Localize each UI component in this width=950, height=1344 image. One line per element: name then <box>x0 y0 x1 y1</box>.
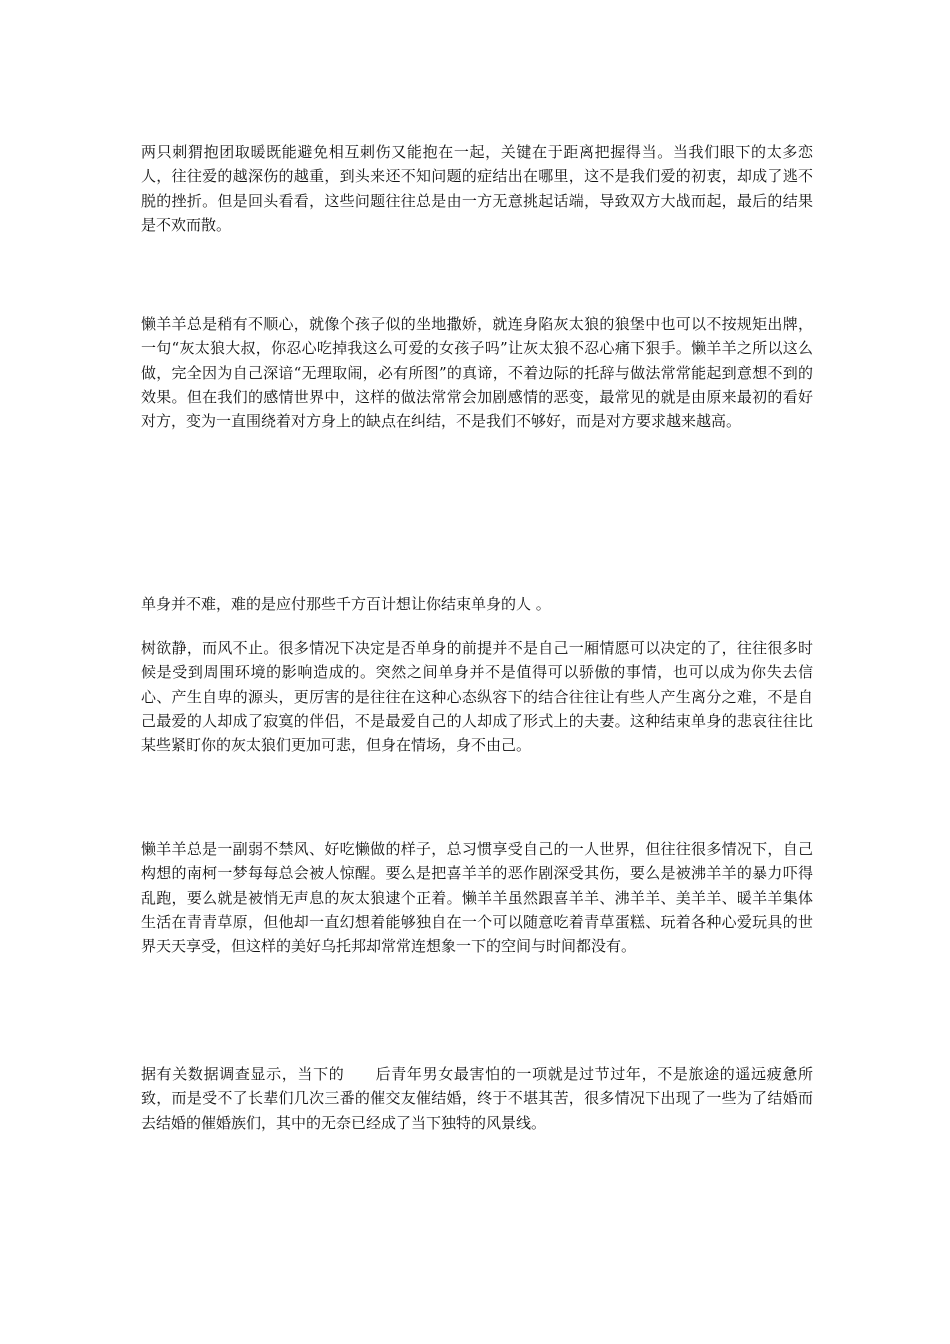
paragraph-tree-wind: 树欲静，而风不止。很多情况下决定是否单身的前提并不是自己一厢情愿可以决定的了，往往很多时候是受到周围环境的影响造成的。突然之间单身并不是值得可以骄傲的事情，也可以成为你失去信心、产生自卑的源头，更厉害的是往往在这种心态纵容下的结合往往让有些人产生离分之难，不是自己最爱的人却成了寂寞的伴侣，不是最爱自己的人却成了形式上的夫妻。这种结束单身的悲哀往往比某些紧盯你的灰太狼们更加可悲，但身在情场，身不由己。 <box>141 639 813 755</box>
paragraph-survey: 据有关数据调查显示，当下的 后青年男女最害怕的一项就是过节过年，不是旅途的遥远疲惫所致，而是受不了长辈们几次三番的催交友催结婚，终于不堪其苦，很多情况下出现了一些为了结婚而去结婚的催婚族们，其中的无奈已经成了当下独特的风景线。 <box>141 1065 813 1132</box>
paragraph-lazy-goat-world: 懒羊羊总是一副弱不禁风、好吃懒做的样子，总习惯享受自己的一人世界，但往往很多情况下，自己构想的南柯一梦每每总会被人惊醒。要么是把喜羊羊的恶作剧深受其伤，要么是被沸羊羊的暴力吓得乱跑，要么就是被悄无声息的灰太狼逮个正着。懒羊羊虽然跟喜羊羊、沸羊羊、美羊羊、暖羊羊集体生活在青青草原，但他却一直幻想着能够独自在一个可以随意吃着青草蛋糕、玩着各种心爱玩具的世界天天享受，但这样的美好乌托邦却常常连想象一下的空间与时间都没有。 <box>141 840 813 956</box>
paragraph-lazy-goat-tantrum: 懒羊羊总是稍有不顺心，就像个孩子似的坐地撒娇，就连身陷灰太狼的狼堡中也可以不按规矩出牌，一句“灰太狼大叔，你忍心吃掉我这么可爱的女孩子吗”让灰太狼不忍心痛下狠手。懒羊羊之所以这么做，完全因为自己深谙“无理取闹，必有所图”的真谛，不着边际的托辞与做法常常能起到意想不到的效果。但在我们的感情世界中，这样的做法常常会加剧感情的恶变，最常见的就是由原来最初的看好对方，变为一直围绕着对方身上的缺点在纠结，不是我们不够好，而是对方要求越来越高。 <box>141 315 813 431</box>
paragraph-single-heading: 单身并不难，难的是应付那些千方百计想让你结束单身的人 。 <box>141 595 551 613</box>
paragraph-hedgehog-distance: 两只刺猬抱团取暖既能避免相互刺伤又能抱在一起，关键在于距离把握得当。当我们眼下的太多恋人，往往爱的越深伤的越重，到头来还不知问题的症结出在哪里，这不是我们爱的初衷，却成了逃不脱的挫折。但是回头看看，这些问题往往总是由一方无意挑起话端，导致双方大战而起，最后的结果是不欢而散。 <box>141 143 813 234</box>
